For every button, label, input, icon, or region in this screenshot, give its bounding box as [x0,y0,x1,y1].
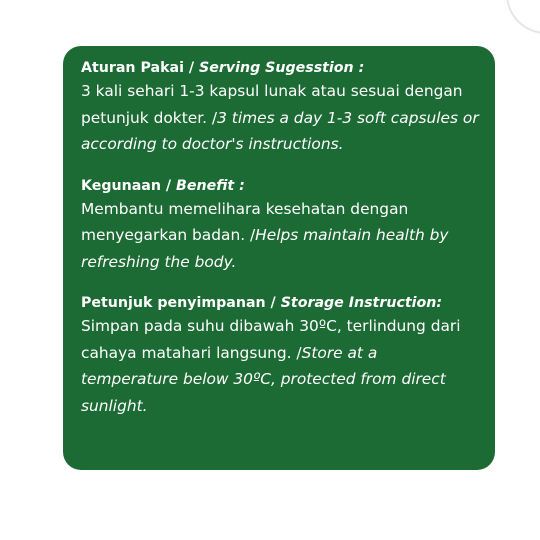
benefit-text: Membantu memelihara kesehatan dengan menyegarkan badan. /Helps maintain health by refreshing the body. [81,199,449,271]
storage-instruction-heading: Petunjuk penyimpanan / Storage Instruction: [81,295,443,311]
serving-suggestion-section [81,58,479,158]
serving-suggestion-heading: Aturan Pakai / Serving Sugesstion : [81,60,365,76]
storage-instruction-text: Simpan pada suhu dibawah 30ºC, terlindung dari cahaya matahari langsung. /Store at a temperature below 30ºC, protected from direct sunlight. [81,317,461,415]
product-info-panel [63,46,495,470]
benefit-section [81,176,479,276]
corner-decoration-arc [506,0,540,34]
storage-instruction-section [81,293,479,419]
serving-suggestion-text: 3 kali sehari 1-3 kapsul lunak atau sesuai dengan petunjuk dokter. /3 times a day 1-3 soft capsules or according to doctor's instructions. [81,82,479,153]
benefit-heading: Kegunaan / Benefit : [81,177,245,194]
